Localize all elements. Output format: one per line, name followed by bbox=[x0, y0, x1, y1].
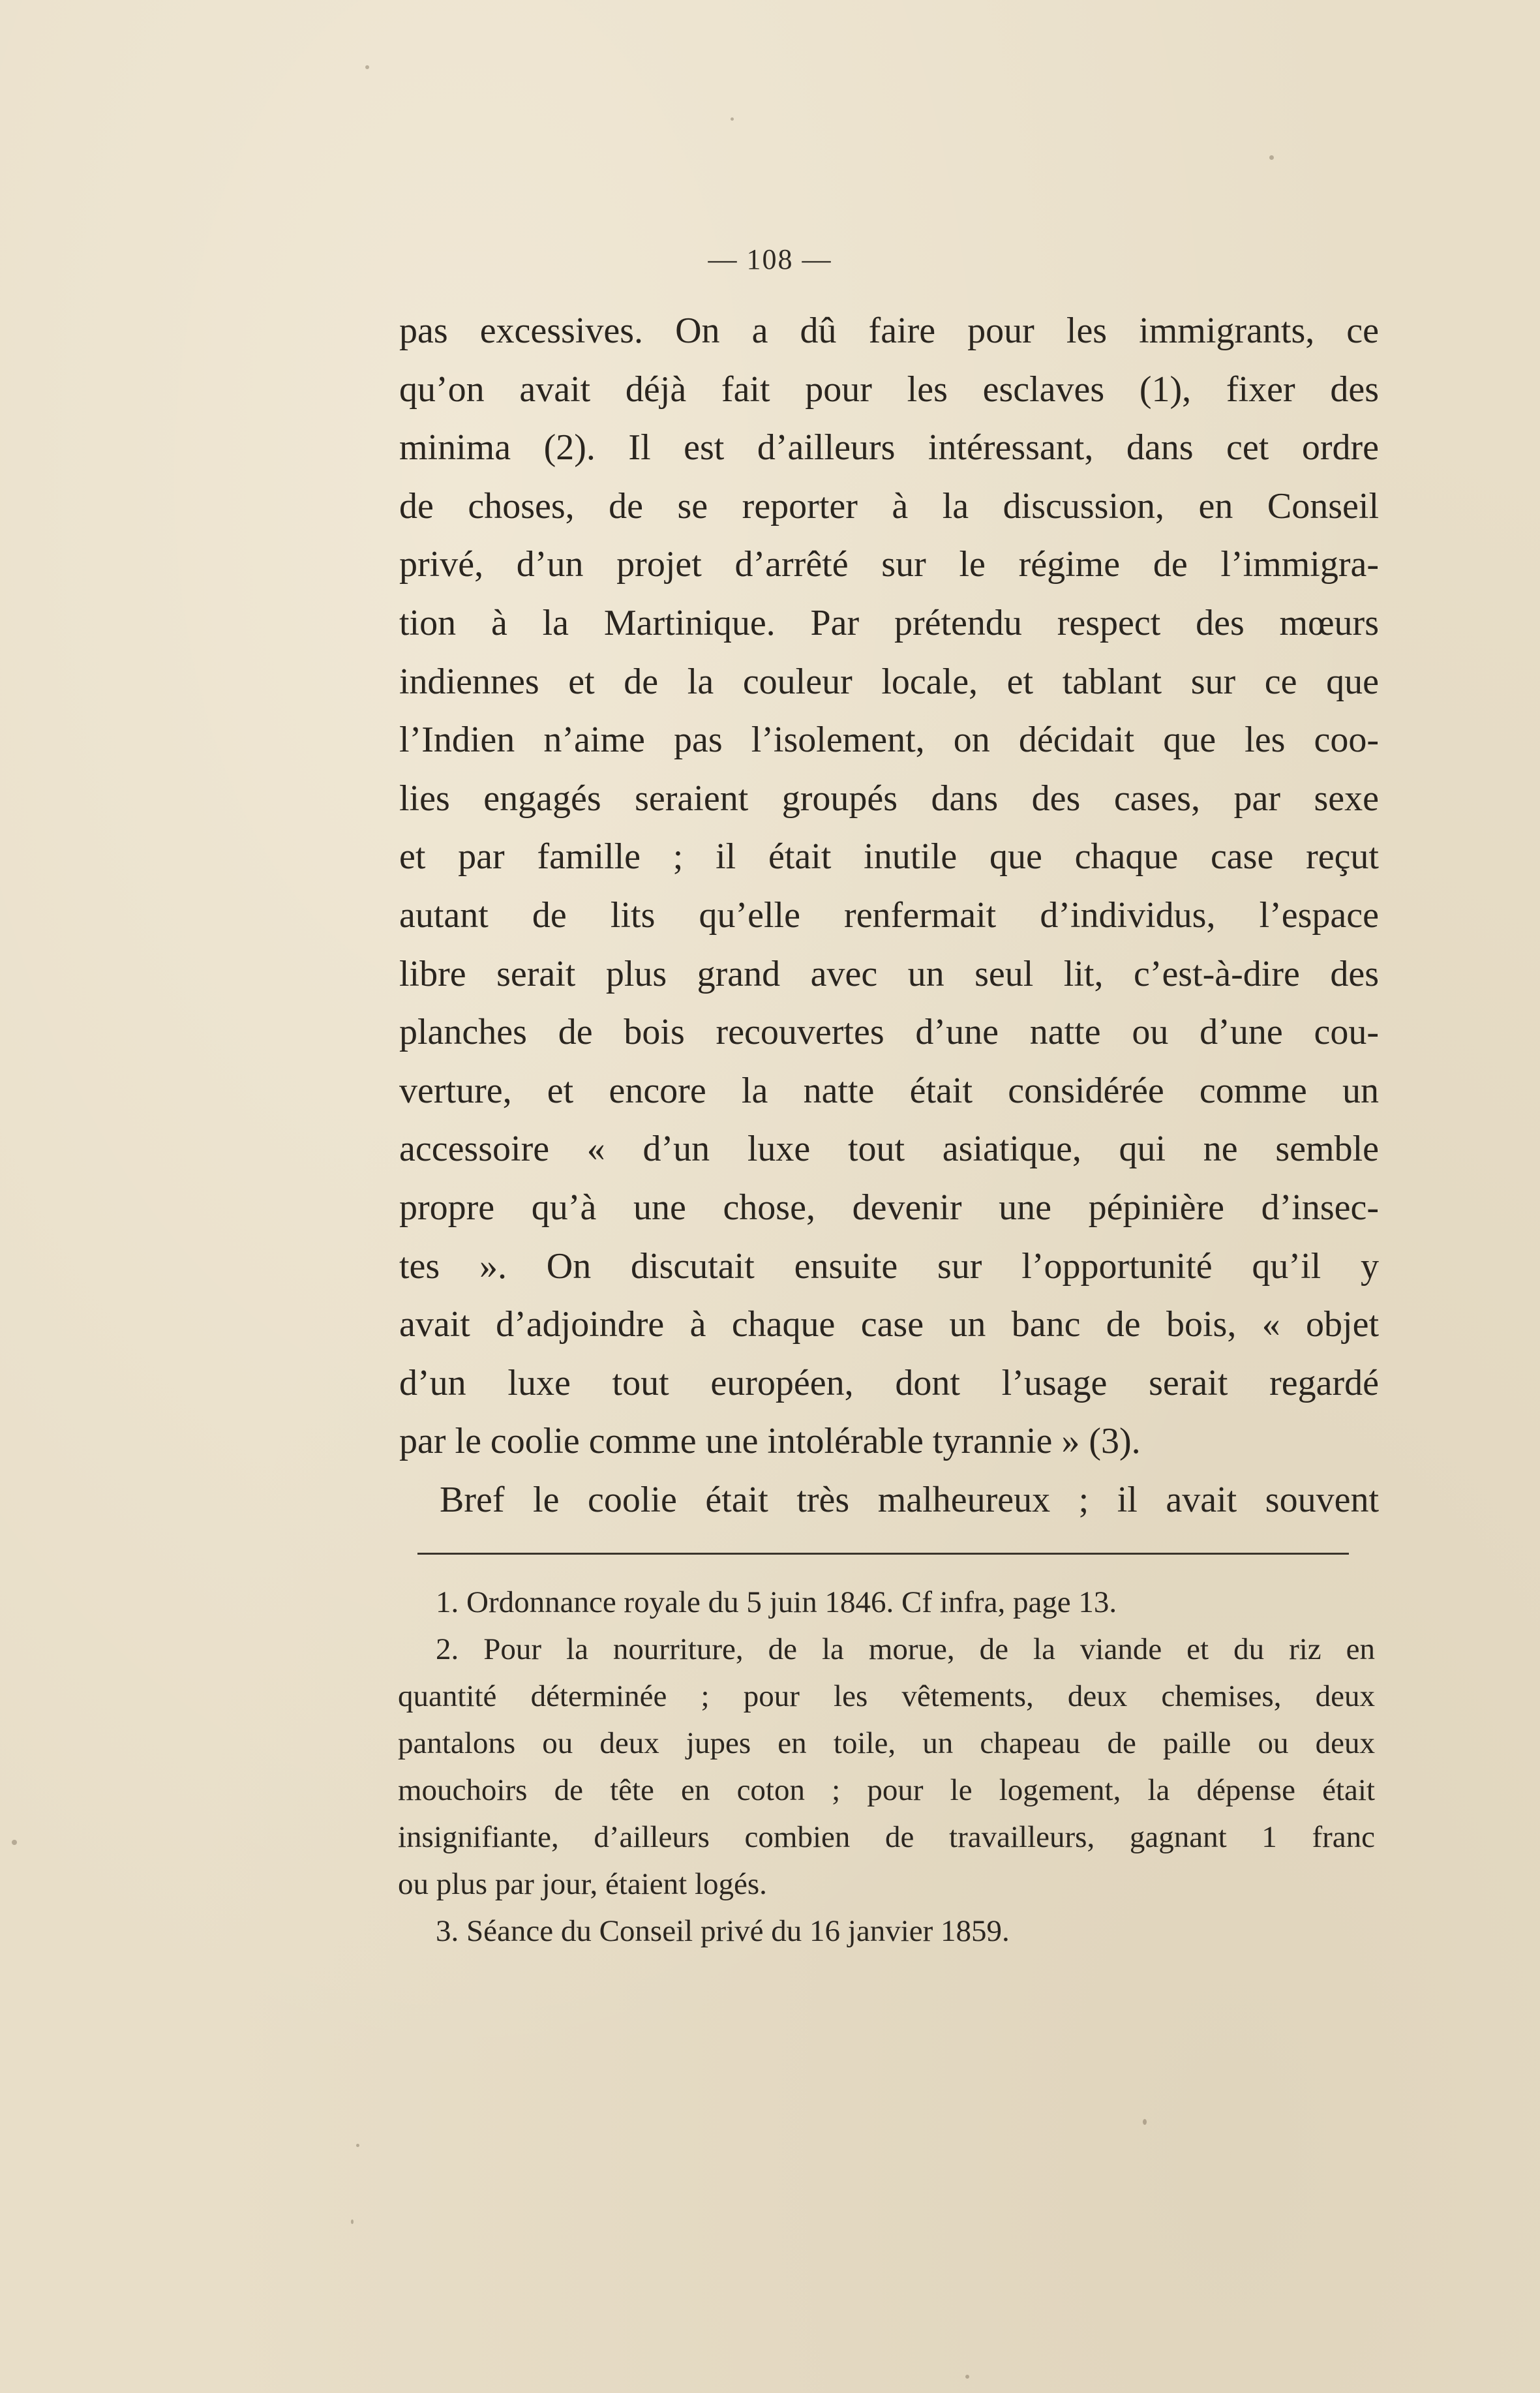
paper-speck bbox=[965, 2375, 969, 2379]
body-line: indiennes et de la couleur locale, et tablant sur ce que bbox=[399, 661, 1379, 702]
paper-speck bbox=[12, 1840, 17, 1845]
body-line: de choses, de se reporter à la discussion, en Conseil bbox=[399, 485, 1379, 526]
body-line: privé, d’un projet d’arrêté sur le régime de l’immigra- bbox=[399, 544, 1379, 585]
body-line: planches de bois recouvertes d’une natte ou d’une cou- bbox=[399, 1012, 1379, 1053]
footnote-1: 1. Ordonnance royale du 5 juin 1846. Cf infra, page 13. bbox=[436, 1585, 1117, 1619]
footnote-2-line: ou plus par jour, étaient logés. bbox=[398, 1867, 767, 1901]
body-line: libre serait plus grand avec un seul lit, c’est-à-dire des bbox=[399, 953, 1379, 994]
body-line-paragraph-start: Bref le coolie était très malheureux ; il avait souvent bbox=[440, 1479, 1379, 1520]
body-line: avait d’adjoindre à chaque case un banc de bois, « objet bbox=[399, 1304, 1379, 1345]
body-line: autant de lits qu’elle renfermait d’individus, l’espace bbox=[399, 894, 1379, 936]
body-line: propre qu’à une chose, devenir une pépinière d’insec- bbox=[399, 1187, 1379, 1228]
paper-speck bbox=[1269, 155, 1274, 160]
body-line: pas excessives. On a dû faire pour les immigrants, ce bbox=[399, 311, 1379, 351]
body-line: d’un luxe tout européen, dont l’usage serait regardé bbox=[399, 1362, 1379, 1403]
body-line: par le coolie comme une intolérable tyrannie » (3). bbox=[399, 1421, 1141, 1462]
footnotes bbox=[398, 1579, 1375, 1955]
footnote-2-line: mouchoirs de tête en coton ; pour le logement, la dépense était bbox=[398, 1773, 1375, 1807]
body-line: l’Indien n’aime pas l’isolement, on décidait que les coo- bbox=[399, 720, 1379, 761]
paper-speck bbox=[356, 2144, 359, 2147]
body-line: qu’on avait déjà fait pour les esclaves (1), fixer des bbox=[399, 369, 1379, 410]
body-line: tes ». On discutait ensuite sur l’opportunité qu’il y bbox=[399, 1245, 1379, 1287]
body-line: et par famille ; il était inutile que chaque case reçut bbox=[399, 836, 1379, 877]
body-line: tion à la Martinique. Par prétendu respect des mœurs bbox=[399, 602, 1379, 643]
paper-speck bbox=[365, 65, 369, 69]
footnote-2: 2. Pour la nourriture, de la morue, de la viande et du riz en bbox=[436, 1632, 1375, 1666]
page-number: — 108 — bbox=[708, 243, 832, 275]
body-line: accessoire « d’un luxe tout asiatique, qui ne semble bbox=[399, 1129, 1379, 1170]
paper-speck bbox=[731, 117, 734, 121]
footnote-3: 3. Séance du Conseil privé du 16 janvier 1859. bbox=[436, 1914, 1010, 1948]
footnote-2-line: pantalons ou deux jupes en toile, un chapeau de paille ou deux bbox=[398, 1726, 1375, 1760]
footnote-2-line: quantité déterminée ; pour les vêtements, deux chemises, deux bbox=[398, 1679, 1375, 1713]
body-text bbox=[399, 302, 1379, 1529]
paper-speck bbox=[1143, 2119, 1147, 2125]
footnote-rule bbox=[417, 1553, 1349, 1555]
paper-speck bbox=[351, 2219, 354, 2224]
body-line: verture, et encore la natte était considérée comme un bbox=[399, 1070, 1379, 1111]
body-line: minima (2). Il est d’ailleurs intéressant, dans cet ordre bbox=[399, 427, 1379, 468]
footnote-2-line: insignifiante, d’ailleurs combien de travailleurs, gagnant 1 franc bbox=[398, 1820, 1375, 1854]
body-line: lies engagés seraient groupés dans des cases, par sexe bbox=[399, 778, 1379, 819]
